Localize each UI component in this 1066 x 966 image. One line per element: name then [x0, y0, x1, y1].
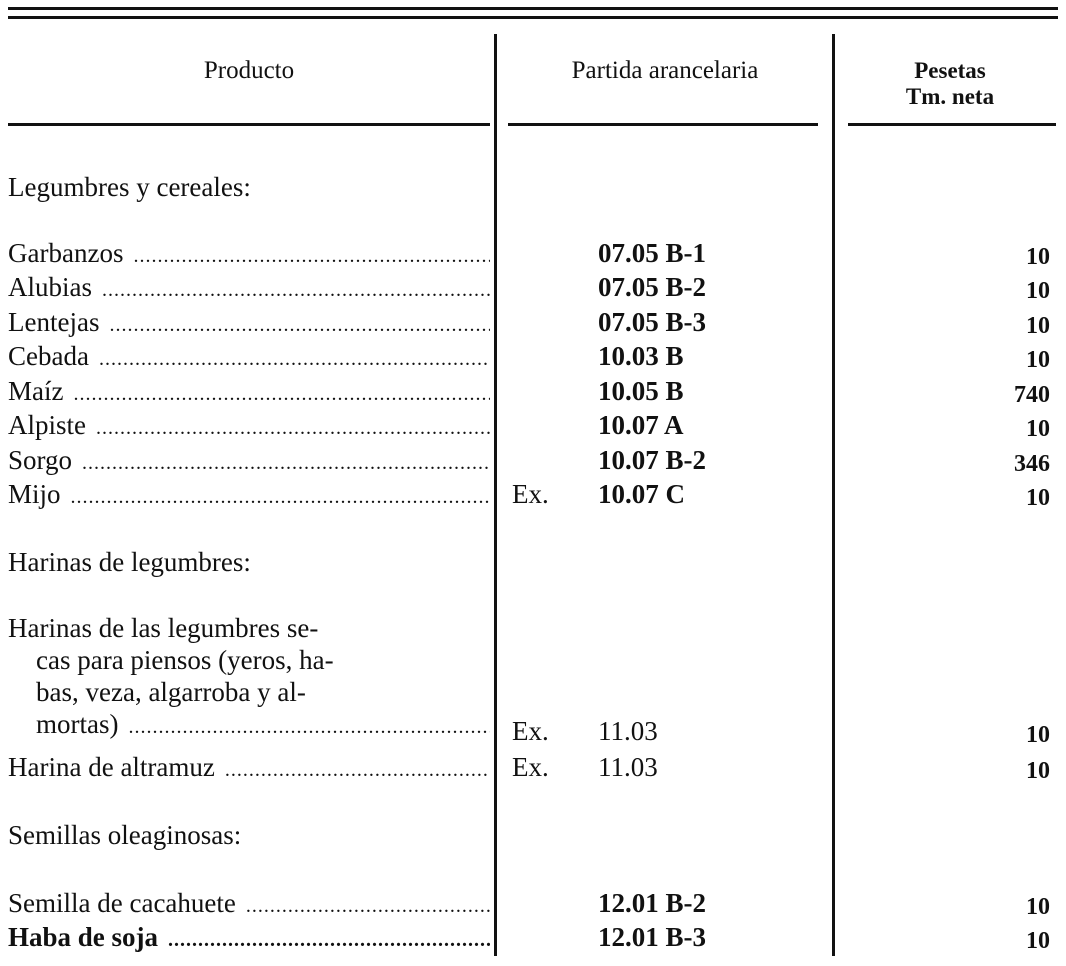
pesetas-cebada [850, 343, 1050, 377]
product-line-2: cas para piensos (yeros, ha- [36, 645, 334, 675]
product-alpiste [8, 408, 490, 445]
partida-mijo [512, 477, 822, 511]
pesetas-value: 10 [1026, 758, 1050, 784]
partida-sorgo [512, 443, 822, 477]
leader-dots [246, 889, 490, 923]
pesetas-sorgo [850, 447, 1050, 481]
product-name: Alpiste [8, 410, 86, 440]
leader-dots [109, 308, 490, 342]
column-divider-1 [494, 34, 497, 956]
partida-code: 10.05 B [598, 376, 684, 406]
header-partida: Partida arancelaria [571, 57, 759, 84]
pesetas-lentejas [850, 309, 1050, 343]
pesetas-cacahuete [850, 890, 1050, 924]
partida-code: 12.01 B-2 [598, 888, 706, 918]
pesetas-alpiste [850, 412, 1050, 446]
product-cacahuete [8, 886, 490, 923]
product-line-3: bas, veza, algarroba y al- [36, 677, 306, 707]
product-maiz [8, 374, 490, 411]
header-producto: Producto [203, 57, 295, 84]
product-name: mortas) [36, 709, 119, 739]
product-name: Garbanzos [8, 238, 124, 268]
top-rule-1 [8, 7, 1058, 10]
product-name: Harina de altramuz [8, 752, 215, 782]
section-semillas-oleaginosas: Semillas oleaginosas: [8, 820, 242, 850]
partida-code: 07.05 B-2 [598, 272, 706, 302]
product-name: Alubias [8, 272, 92, 302]
leader-dots [102, 273, 490, 307]
partida-alpiste [512, 408, 822, 442]
partida-ex: Ex. [512, 479, 549, 509]
pesetas-altramuz [850, 754, 1050, 788]
leader-dots [96, 411, 490, 445]
partida-code: 10.07 C [598, 479, 685, 509]
partida-code: 10.07 A [598, 410, 684, 440]
product-name: Haba de soja [8, 922, 159, 952]
partida-cacahuete [512, 886, 822, 920]
header-pesetas-line1: Pesetas [914, 58, 986, 83]
pesetas-value: 10 [1026, 928, 1050, 954]
pesetas-alubias [850, 274, 1050, 308]
partida-code: 07.05 B-1 [598, 238, 706, 268]
section-legumbres-cereales: Legumbres y cereales: [8, 172, 251, 202]
leader-dots [99, 342, 490, 376]
product-name: Sorgo [8, 445, 73, 475]
partida-ex: Ex. [512, 716, 549, 746]
partida-code: 10.07 B-2 [598, 445, 706, 475]
product-name: Mijo [8, 479, 61, 509]
pesetas-value: 740 [1014, 382, 1050, 408]
pesetas-value: 10 [1026, 722, 1050, 748]
product-harinas-legumbres [8, 612, 490, 743]
header-pesetas-line2: Tm. neta [905, 84, 995, 109]
pesetas-value: 10 [1026, 347, 1050, 373]
partida-maiz [512, 374, 822, 408]
leader-dots [73, 377, 490, 411]
pesetas-value: 10 [1026, 485, 1050, 511]
section-harinas-legumbres: Harinas de legumbres: [8, 547, 251, 577]
product-name: Lentejas [8, 307, 100, 337]
pesetas-value: 10 [1026, 894, 1050, 920]
partida-lentejas [512, 305, 822, 339]
partida-code: 11.03 [598, 752, 658, 782]
partida-code: 12.01 B-3 [598, 922, 706, 952]
partida-code: 07.05 B-3 [598, 307, 706, 337]
pesetas-harinas-legumbres [850, 718, 1050, 752]
header-rule-pesetas [848, 123, 1056, 126]
product-altramuz [8, 750, 490, 787]
product-lentejas [8, 305, 490, 342]
partida-alubias [512, 270, 822, 304]
product-alubias [8, 270, 490, 307]
leader-dots [82, 446, 490, 480]
product-name: Maíz [8, 376, 64, 406]
product-name: Semilla de cacahuete [8, 888, 236, 918]
leader-dots [168, 923, 490, 957]
pesetas-value: 10 [1026, 416, 1050, 442]
partida-soja [512, 920, 822, 954]
partida-harinas-legumbres [512, 714, 822, 748]
header-rule-partida [508, 123, 818, 126]
pesetas-maiz [850, 378, 1050, 412]
partida-ex: Ex. [512, 752, 549, 782]
partida-cebada [512, 339, 822, 373]
leader-dots [225, 753, 490, 787]
pesetas-value: 346 [1014, 451, 1050, 477]
column-divider-2 [832, 34, 835, 956]
leader-dots [71, 480, 490, 514]
pesetas-value: 10 [1026, 244, 1050, 270]
pesetas-garbanzos [850, 240, 1050, 274]
partida-garbanzos [512, 236, 822, 270]
pesetas-value: 10 [1026, 313, 1050, 339]
product-line-1: Harinas de las legumbres se- [8, 613, 319, 643]
top-rule-2 [8, 16, 1058, 19]
partida-code: 10.03 B [598, 341, 684, 371]
partida-code: 11.03 [598, 716, 658, 746]
header-pesetas [840, 58, 1060, 110]
header-rule-producto [8, 123, 490, 126]
leader-dots [128, 711, 490, 743]
product-garbanzos [8, 236, 490, 273]
product-mijo [8, 477, 490, 514]
pesetas-mijo [850, 481, 1050, 515]
pesetas-value: 10 [1026, 278, 1050, 304]
partida-altramuz [512, 750, 822, 784]
pesetas-soja [850, 924, 1050, 958]
product-line-4 [8, 708, 490, 743]
product-name: Cebada [8, 341, 89, 371]
product-cebada [8, 339, 490, 376]
product-soja [8, 920, 490, 957]
product-sorgo [8, 443, 490, 480]
leader-dots [133, 239, 490, 273]
